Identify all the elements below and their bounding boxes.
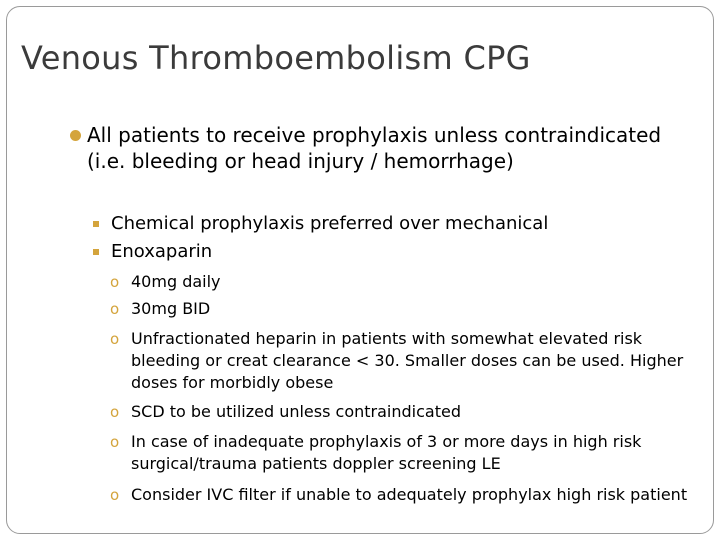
sub-sub-bullet-text: 30mg BID <box>131 299 211 318</box>
sub-sub-bullet <box>110 401 691 423</box>
circle-bullet-icon: o <box>110 433 120 451</box>
sub-sub-bullet <box>110 298 691 320</box>
sub-sub-bullet-text: SCD to be utilized unless contraindicated <box>131 402 461 421</box>
sub-sub-bullet-text: In case of inadequate prophylaxis of 3 or more days in high risk surgical/trauma patients doppler screening LE <box>131 432 642 473</box>
sub-sub-bullet <box>110 271 691 293</box>
sub-bullet-text: Chemical prophylaxis preferred over mechanical <box>111 213 549 234</box>
sub-sub-bullet <box>110 431 691 475</box>
circle-bullet-icon: o <box>110 273 120 291</box>
circle-bullet-icon: o <box>110 486 120 504</box>
circle-bullet-icon: o <box>110 403 120 421</box>
round-bullet-icon <box>70 130 81 141</box>
circle-bullet-icon: o <box>110 330 120 348</box>
sub-sub-bullet <box>110 484 691 506</box>
sub-sub-bullet-text: Unfractionated heparin in patients with somewhat elevated risk bleeding or creat clearance < 30. Smaller doses can be used. Higher doses for morbidly obese <box>131 329 684 392</box>
sub-sub-bullet <box>110 328 691 394</box>
bullet-level1 <box>70 122 687 174</box>
slide-title: Venous Thromboembolism CPG <box>21 39 531 77</box>
slide <box>6 6 714 534</box>
circle-bullet-icon: o <box>110 300 120 318</box>
sub-sub-bullet-text: 40mg daily <box>131 272 221 291</box>
sub-sub-bullet-text: Consider IVC filter if unable to adequately prophylax high risk patient <box>131 485 688 504</box>
sub-bullet <box>93 241 212 263</box>
sub-bullet <box>93 213 548 235</box>
bullet-text: All patients to receive prophylaxis unless contraindicated (i.e. bleeding or head injury / hemorrhage) <box>87 123 662 173</box>
square-bullet-icon <box>93 249 99 255</box>
sub-bullet-text: Enoxaparin <box>111 241 213 262</box>
square-bullet-icon <box>93 221 99 227</box>
